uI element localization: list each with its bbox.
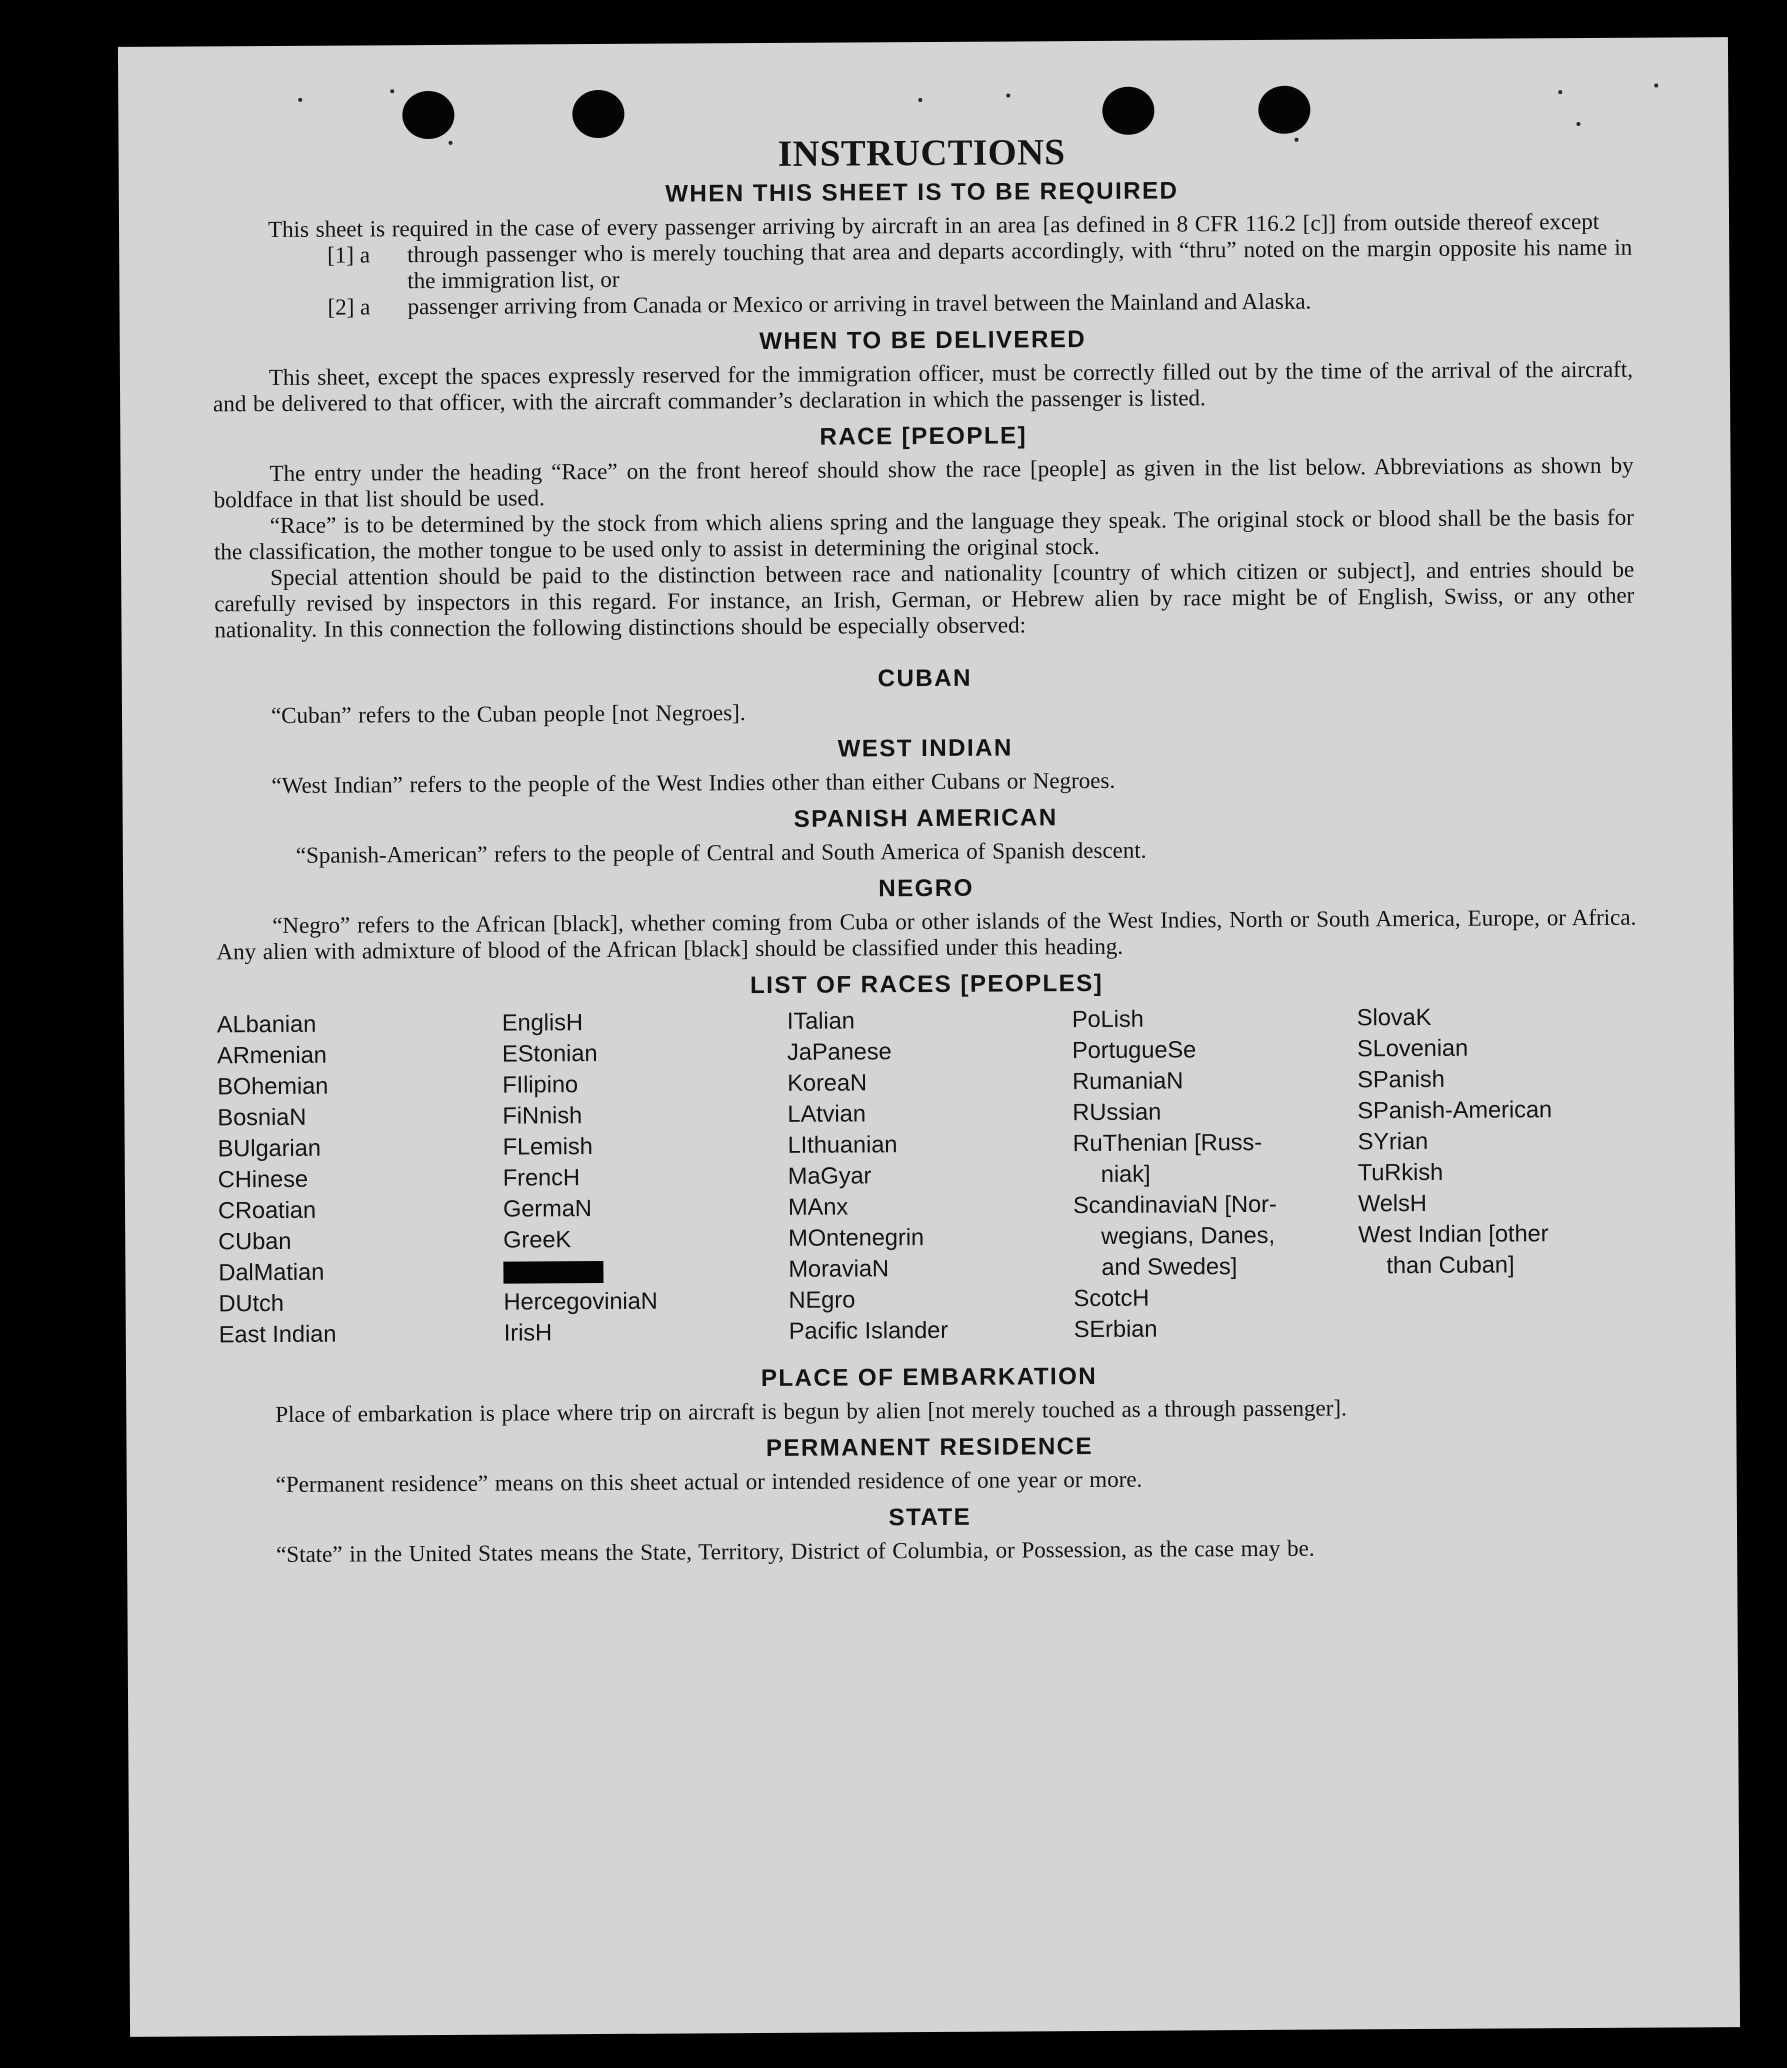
race-entry-continued: and Swedes] [1101,1253,1238,1280]
race-entry: CUban [218,1227,292,1255]
redaction-bar [503,1261,603,1284]
race-entry: MAnx [787,1193,849,1220]
race-entry: MaGyar [787,1162,872,1189]
race-entry: CRoatian [217,1196,317,1224]
heading-spanish-american: SPANISH AMERICAN [793,804,1058,833]
race-entry: SPanish-American [1357,1096,1553,1124]
cuban-paragraph: “Cuban” refers to the Cuban people [not Negroes]. [270,700,746,729]
race-entry: EnglisH [501,1009,583,1036]
punch-hole [402,91,454,139]
race-entry: ScandinaviaN [Nor- [1072,1190,1277,1219]
race-column-1 [217,1008,504,1351]
race-entry: LAtvian [787,1100,866,1127]
speck [1006,93,1010,97]
race-entry: GermaN [502,1195,592,1222]
race-entry: SYrian [1357,1127,1429,1155]
state-paragraph: “State” in the United States means the State, Territory, District of Columbia, or Possession, as the case may be. [276,1535,1315,1567]
document-page [118,37,1740,2037]
race-entry-continued: than Cuban] [1386,1251,1515,1279]
heading-race: RACE [PEOPLE] [819,422,1028,451]
negro-paragraph: “Negro” refers to the African [black], whether coming from Cuba or other islands of the West Indies, North or South America, Europe, or Africa. Any alien with admixture of blood of the African [black] should be classified under this heading. [216,904,1637,965]
heading-when-required: WHEN THIS SHEET IS TO BE REQUIRED [665,177,1179,208]
race-entry: ARmenian [217,1041,327,1069]
heading-permanent-residence: PERMANENT RESIDENCE [765,1433,1094,1463]
embarkation-paragraph: Place of embarkation is place where trip on aircraft is begun by alien [not merely touched as a through passenger]. [275,1395,1347,1427]
race-entry: SLovenian [1356,1034,1469,1062]
race-entry: EStonian [502,1040,598,1067]
race-entry: MOntenegrin [788,1224,925,1251]
page-title: INSTRUCTIONS [777,132,1066,175]
race-entry: MoraviaN [788,1255,890,1282]
race-entry: PoLish [1071,1005,1144,1033]
race-entry: BUlgarian [217,1134,321,1162]
exception-item [327,235,1632,295]
race-entry: FiNnish [502,1102,583,1129]
heading-cuban: CUBAN [877,664,972,693]
race-entry: FIlipino [502,1071,579,1098]
exception-text: through passenger who is merely touching that area and departs accordingly, with “thru” noted on the margin opposite his name in the immigration list, or [407,234,1633,294]
race-entry: HercegoviniaN [503,1287,658,1315]
race-entry: BOhemian [217,1072,329,1100]
race-entry: WelsH [1357,1189,1427,1217]
punch-hole [1102,87,1154,135]
race-entry: FLemish [502,1133,593,1160]
race-entry: SErbian [1073,1315,1158,1343]
race-entry-continued: wegians, Danes, [1101,1221,1276,1249]
spanish-american-paragraph: “Spanish-American” refers to the people of Central and South America of Spanish descent. [295,837,1147,868]
exception-number: [2] a [327,294,371,320]
race-paragraph-1: The entry under the heading “Race” on the front hereof should show the race [people] as given in the list below. Abbreviations as shown by boldface in that list should be used. [213,452,1634,513]
race-column-5 [1357,1001,1644,1344]
residence-paragraph: “Permanent residence” means on this sheet actual or intended residence of one year or more. [275,1466,1143,1497]
speck [1558,90,1562,94]
exception-number: [1] a [327,242,371,268]
race-paragraph-3: Special attention should be paid to the distinction between race and nationality [country of which citizen or subject], and entries should be carefully revised by inspectors in this regard. For instance, an Irish, German, or Hebrew alien by race might be of English, Swiss, or any other nationality. In this connection the following distinctions should be especially observed: [214,556,1635,643]
race-entry: BosniaN [217,1103,307,1131]
speck [918,98,922,102]
race-entry-continued: niak] [1100,1160,1151,1187]
race-entry: KoreaN [787,1069,868,1096]
race-entry: SPanish [1357,1065,1445,1093]
delivered-paragraph: This sheet, except the spaces expressly reserved for the immigration officer, must be correctly filled out by the time of the arrival of the aircraft, and be delivered to that officer, with the aircraft commander’s declaration in which the passenger is listed. [213,356,1634,417]
race-entry: ALbanian [216,1010,317,1038]
race-entry: DUtch [218,1289,284,1317]
heading-state: STATE [888,1503,972,1532]
west-indian-paragraph: “West Indian” refers to the people of the West Indies other than either Cubans or Negroes. [271,767,1116,799]
required-paragraph: This sheet is required in the case of every passenger arriving by aircraft in an area [as defined in 8 CFR 116.2 [c]] from outside thereof except [267,208,1600,243]
punch-hole [572,90,624,138]
speck [1654,84,1658,88]
redacted-entry [503,1254,788,1287]
race-paragraph-2: “Race” is to be determined by the stock from which aliens spring and the language they speak. The original stock or blood shall be the basis for the classification, the mother tongue to be used only to assist in determining the original stock. [213,504,1634,565]
race-entry: JaPanese [787,1038,892,1065]
race-entry: RuThenian [Russ- [1072,1128,1263,1157]
heading-when-delivered: WHEN TO BE DELIVERED [759,326,1087,356]
heading-list-of-races: LIST OF RACES [PEOPLES] [749,969,1104,1000]
race-column-2 [502,1006,789,1349]
race-entry: GreeK [503,1226,572,1253]
heading-embarkation: PLACE OF EMBARKATION [760,1362,1098,1393]
punch-hole [1258,86,1310,134]
race-entry: SlovaK [1356,1003,1432,1031]
race-column-3 [787,1004,1074,1347]
race-entry: ScotcH [1073,1284,1150,1312]
speck [390,89,394,93]
race-column-4 [1072,1002,1359,1345]
heading-west-indian: WEST INDIAN [837,734,1013,763]
race-entry: CHinese [217,1165,309,1193]
race-entry: Pacific Islander [788,1316,949,1344]
speck [298,98,302,102]
race-list [217,1001,1639,1351]
race-entry: NEgro [788,1286,856,1313]
race-entry: PortugueSe [1072,1036,1197,1064]
race-entry: FrencH [502,1164,580,1191]
race-entry: RUssian [1072,1098,1162,1126]
race-entry: TuRkish [1357,1158,1444,1186]
heading-negro: NEGRO [878,874,974,903]
document-content [211,128,1640,1569]
race-entry: LIthuanian [787,1131,898,1158]
speck [1576,122,1580,126]
race-entry: East Indian [218,1320,337,1348]
race-entry: DalMatian [218,1258,325,1286]
race-entry: RumaniaN [1072,1067,1184,1095]
race-entry: ITalian [786,1007,855,1034]
race-entry: IrisH [503,1319,553,1346]
race-entry: West Indian [other [1358,1220,1549,1248]
exception-text: passenger arriving from Canada or Mexico or arriving in travel between the Mainland and Alaska. [407,288,1312,320]
